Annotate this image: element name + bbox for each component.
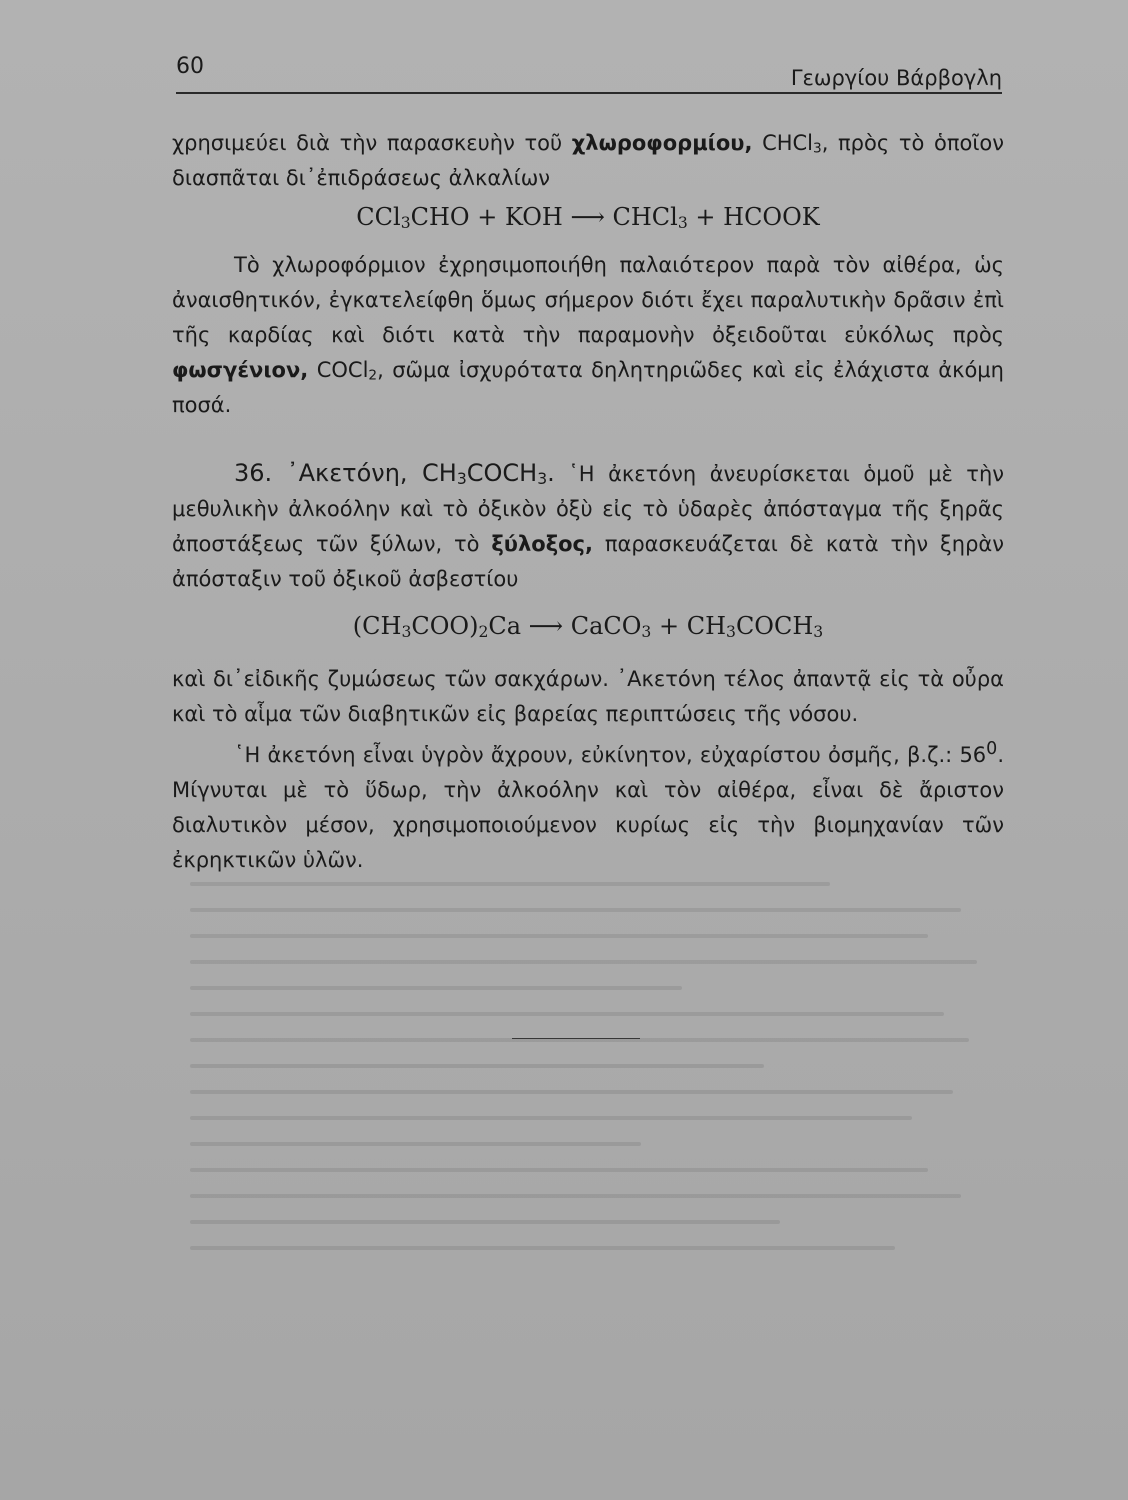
- section-heading: 36. ᾽Ακετόνη, $CH_3COCH_3$.: [234, 459, 555, 489]
- bleed-through-texture: [190, 860, 1010, 1420]
- paragraph-acetone-fermentation: καὶ δι᾽εἰδικῆς ζυμώσεως τῶν σακχάρων. ᾽Ακετόνη τέλος ἀπαντᾷ εἰς τὰ οὖρα καὶ τὸ αἷμα τῶν διαβητικῶν εἰς βαρείας περιπτώσεις τῆς νόσου.: [172, 667, 1004, 726]
- page-header: [176, 52, 1002, 94]
- paragraph-chloroform-history: Τὸ χλωροφόρμιον ἐχρησιμοποιήθη παλαιότερον παρὰ τὸν αἰθέρα, ὡς ἀναισθητικόν, ἐγκατελείφθη ὅμως σήμερον διότι ἔχει παραλυτικὴν δρᾶσιν ἐπὶ τῆς καρδίας καὶ διότι κατὰ τὴν παραμονὴν ὀξειδοῦται εὐκόλως πρὸς φωσγένιον, COCl$_2$, σῶμα ἰσχυρότατα δηλητηριῶδες καὶ εἰς ἐλάχιστα ἀκόμη ποσά.: [172, 253, 1004, 417]
- equation-chloral-hydrolysis: CCl$_3$CHO + KOH ⟶ CHCl$_3$ + HCOOK: [356, 203, 820, 233]
- term-wood-vinegar: ξύλοξος,: [491, 532, 593, 556]
- term-chloroform: χλωροφορμίου,: [571, 131, 753, 155]
- section-36-acetone: 36. ᾽Ακετόνη, $CH_3COCH_3$. ῾Η ἀκετόνη ἀνευρίσκεται ὁμοῦ μὲ τὴν μεθυλικὴν ἀλκοόλην καὶ τὸ ὀξικὸν ὀξὺ εἰς τὸ ὑδαρὲς ἀπόσταγμα τῆς ξηρᾶς ἀποστάξεως τῶν ξύλων, τὸ ξύλοξος, παρασκευάζεται δὲ κατὰ τὴν ξηρὰν ἀπόσταξιν τοῦ ὀξικοῦ ἀσβεστίου: [172, 459, 1004, 591]
- end-rule-divider: [512, 1038, 640, 1039]
- term-phosgene: φωσγένιον,: [172, 358, 309, 382]
- paragraph-chloroform-use: χρησιμεύει διὰ τὴν παρασκευὴν τοῦ χλωροφορμίου, CHCl$_3$, πρὸς τὸ ὁποῖον διασπᾶται δι᾽ἐπιδράσεως ἀλκαλίων: [172, 131, 1004, 190]
- page-number: 60: [176, 54, 204, 79]
- paragraph-acetone-properties: ῾Η ἀκετόνη εἶναι ὑγρὸν ἄχρουν, εὐκίνητον, εὐχαρίστου ὀσμῆς, β.ζ.: $56^0$. Μίγνυται μὲ τὸ ὕδωρ, τὴν ἀλκοόλην καὶ τὸν αἰθέρα, εἶναι δὲ ἄριστον διαλυτικὸν μέσον, χρησιμοποιούμενον κυρίως εἰς τὴν βιομηχανίαν τῶν ἐκρηκτικῶν ὑλῶν.: [172, 739, 1004, 872]
- equation-calcium-acetate: $(CH_3COO)_2Ca$ ⟶ CaCO$_3$ + $CH_3COCH_3$: [352, 612, 824, 642]
- running-title: Γεωργίου Βάρβογλη: [790, 66, 1002, 90]
